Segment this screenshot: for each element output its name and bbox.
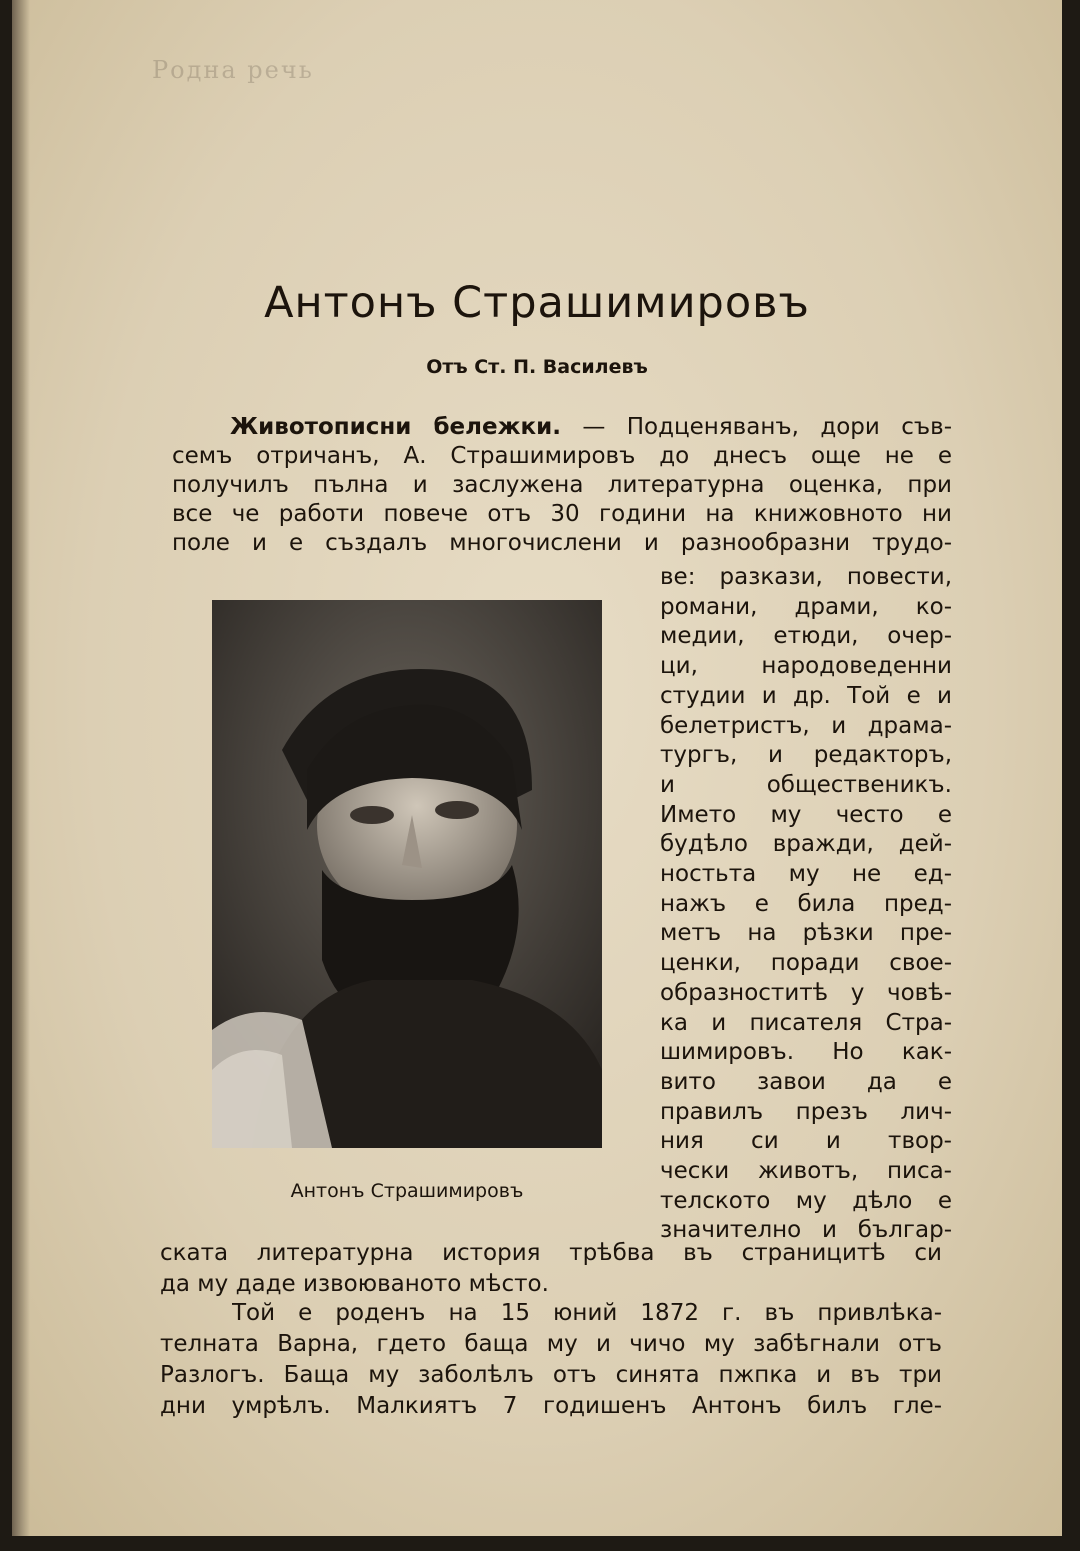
body-line: получилъ пълна и заслужена литературна оценка, при [172,472,952,499]
body-line: и общественикъ. [660,771,952,798]
article-title: Антонъ Страшимировъ [264,278,810,328]
body-line: тургъ, и редакторъ, [660,742,952,769]
body-line: ци, народоведенни [660,653,952,680]
body-line: белетристъ, и драма- [660,712,952,739]
body-line: образноститѣ у човѣ- [660,979,952,1006]
page-binding-shadow [12,0,30,1536]
body-line [230,412,952,442]
body-line: ве: разкази, повести, [660,564,952,590]
running-head: Родна речь [152,56,314,84]
body-line: дни умрѣлъ. Малкиятъ 7 годишенъ Антонъ билъ гле- [160,1393,942,1419]
body-line: Разлогъ. Баща му заболѣлъ отъ синята пжпка и въ три [160,1362,942,1388]
body-line: ния си и твор- [660,1128,952,1155]
body-line: шимировъ. Но как- [660,1039,952,1066]
body-line: чески животъ, писа- [660,1158,952,1184]
author-portrait [212,600,602,1148]
body-line: значително и българ- [660,1217,952,1244]
body-line: поле и е създалъ многочислени и разнообразни трудо- [172,530,952,557]
body-line: ската литературна история трѣбва въ страницитѣ си [160,1240,942,1266]
body-line: ценки, поради свое- [660,950,952,977]
body-line: семъ отричанъ, А. Страшимировъ до днесъ още не е [172,443,952,470]
body-line: телната Варна, гдето баща му и чичо му забѣгнали отъ [160,1331,942,1357]
body-line: будѣло вражди, дей- [660,831,952,858]
body-line: вито завои да е [660,1068,952,1095]
body-line: романи, драми, ко- [660,593,952,620]
body-line: да му даде извоюваното мѣсто. [160,1271,549,1297]
article-byline: Отъ Ст. П. Василевъ [426,356,648,378]
portrait-caption: Антонъ Страшимировъ [290,1180,524,1202]
body-line: медии, етюди, очер- [660,623,952,650]
body-text: — Подценяванъ, дори съв- [560,414,952,440]
body-line: Той е роденъ на 15 юний 1872 г. въ привлѣка- [232,1300,942,1326]
portrait-image [212,600,602,1148]
body-line: правилъ презъ лич- [660,1098,952,1125]
body-line: ка и писателя Стра- [660,1009,952,1036]
section-lead: Животописни бележки. [230,414,561,440]
body-line: студии и др. Той е и [660,682,952,709]
body-line: Името му често е [660,801,952,828]
body-line: ностьта му не ед- [660,861,952,887]
body-line: все че работи повече отъ 30 години на книжовното ни [172,501,952,528]
book-page [12,0,1062,1536]
body-line: телското му дѣло е [660,1187,952,1214]
body-line: нажъ е била пред- [660,890,952,917]
body-line: метъ на рѣзки пре- [660,920,952,947]
